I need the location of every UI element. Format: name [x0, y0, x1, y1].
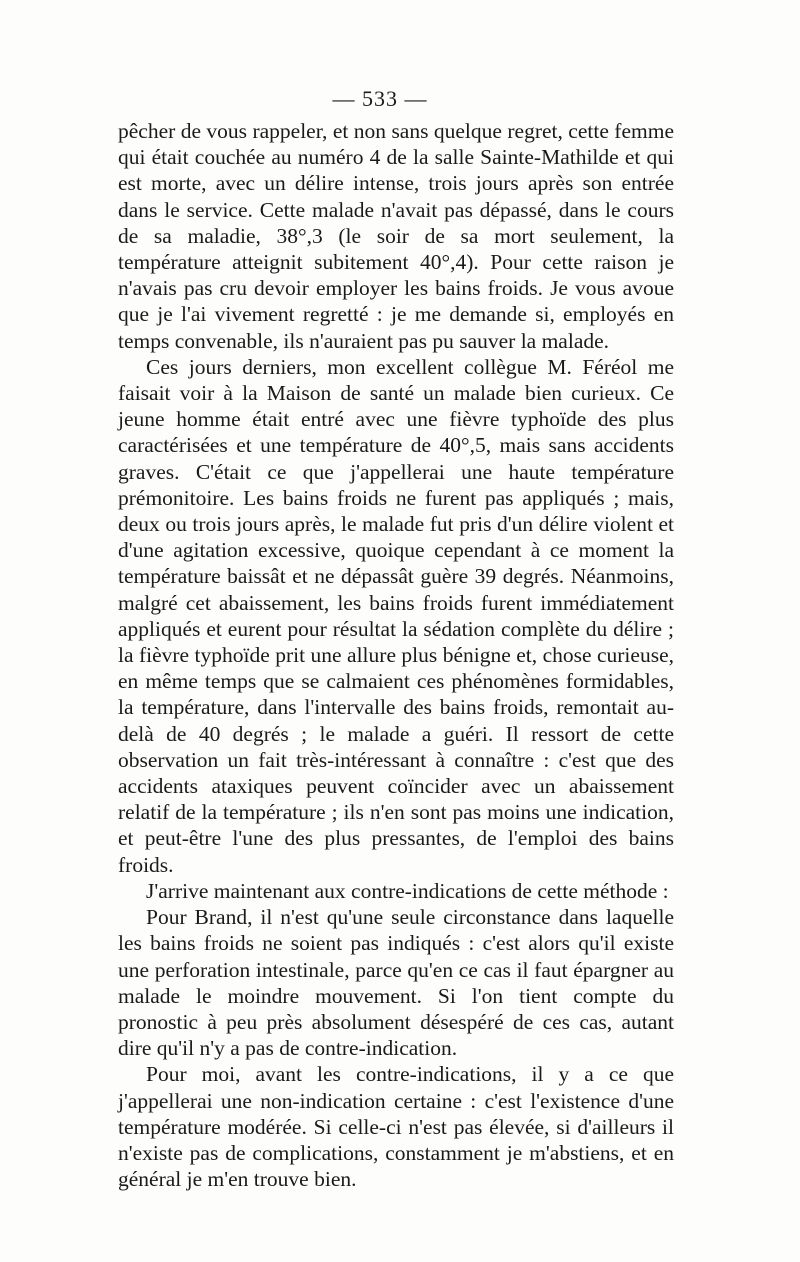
paragraph-2: Ces jours derniers, mon excellent collègue M. Féréol me faisait voir à la Maison de santé un malade bien curieux. Ce jeune homme était entré avec une fièvre typhoïde des plus caractérisées et une température de 40°,5, mais sans accidents graves. C'était ce que j'appellerai une haute température prémonitoire. Les bains froids ne furent pas appliqués ; mais, deux ou trois jours après, le malade fut pris d'un délire violent et d'une agitation excessive, quoique cependant à ce moment la température baissât et ne dépassât guère 39 degrés. Néanmoins, malgré cet abaissement, les bains froids furent immédiatement appliqués et eurent pour résultat la sédation complète du délire ; la fièvre typhoïde prit une allure plus bénigne et, chose curieuse, en même temps que se calmaient ces phénomènes formidables, la température, dans l'intervalle des bains froids, remontait au-delà de 40 degrés ; le malade a guéri. Il ressort de cette observation un fait très-intéressant à connaître : c'est que des accidents ataxiques peuvent coïncider avec un abaissement relatif de la température ; ils n'en sont pas moins une indication, et peut-être l'une des plus pressantes, de l'emploi des bains froids.	[118, 354, 674, 877]
body-text	[118, 118, 674, 1192]
paragraph-3: J'arrive maintenant aux contre-indications de cette méthode :	[146, 878, 669, 903]
paragraph-4: Pour Brand, il n'est qu'une seule circonstance dans laquelle les bains froids ne soient pas indiqués : c'est alors qu'il existe une perforation intestinale, parce qu'en ce cas il faut épargner au malade le moindre mouvement. Si l'on tient compte du pronostic à peu près absolument désespéré de ces cas, autant dire qu'il n'y a pas de contre-indication.	[118, 905, 674, 1061]
page-number: — 533 —	[332, 86, 428, 111]
paragraph-5: Pour moi, avant les contre-indications, il y a ce que j'appellerai une non-indication certaine : c'est l'existence d'une température modérée. Si celle-ci n'est pas élevée, si d'ailleurs il n'existe pas de complications, constamment je m'abstiens, et en général je m'en trouve bien.	[118, 1062, 674, 1192]
paragraph-1: pêcher de vous rappeler, et non sans quelque regret, cette femme qui était couchée au numéro 4 de la salle Sainte-Mathilde et qui est morte, avec un délire intense, trois jours après son entrée dans le service. Cette malade n'avait pas dépassé, dans le cours de sa maladie, 38°,3 (le soir de sa mort seulement, la température atteignit subitement 40°,4). Pour cette raison je n'avais pas cru devoir employer les bains froids. Je vous avoue que je l'ai vivement regretté : je me demande si, employés en temps convenable, ils n'auraient pas pu sauver la malade.	[118, 119, 674, 353]
